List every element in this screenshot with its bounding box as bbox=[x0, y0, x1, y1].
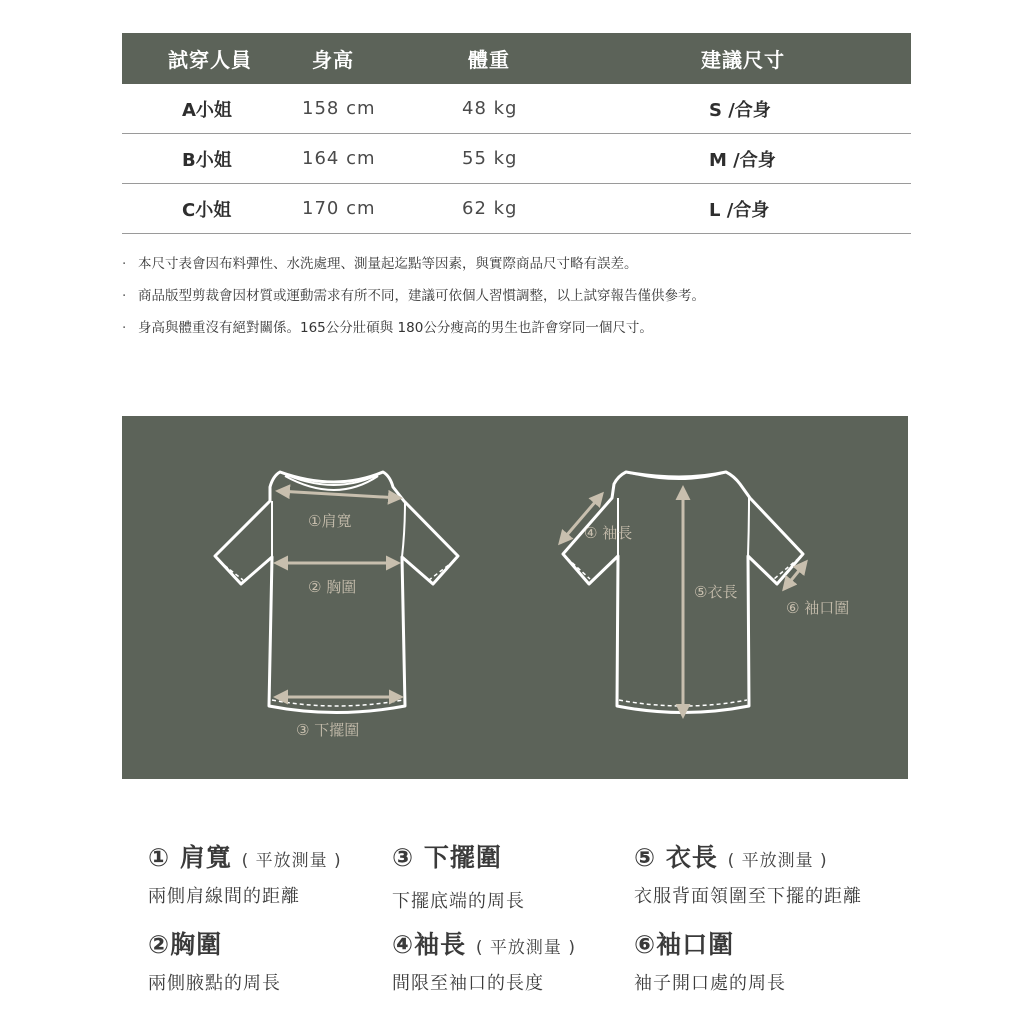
sleeve-label: ④ 袖長 bbox=[584, 524, 633, 542]
legend-note: ( 平放測量 ) bbox=[475, 938, 576, 958]
shirt-diagram-svg bbox=[122, 416, 908, 779]
tester-height: 170 cm bbox=[290, 184, 438, 234]
legend-title: ⑥袖口圍 bbox=[634, 930, 735, 959]
shoulder-label: ①肩寬 bbox=[308, 512, 352, 530]
back-measure-arrows bbox=[560, 488, 806, 716]
table-row bbox=[122, 184, 911, 234]
note-text: 商品版型剪裁會因材質或運動需求有所不同，建議可依個人習慣調整，以上試穿報告僅供參考。 bbox=[138, 288, 705, 304]
legend-note: ( 平放測量 ) bbox=[241, 851, 342, 871]
table-header-row bbox=[122, 33, 911, 84]
tester-name: B小姐 bbox=[122, 134, 290, 184]
legend-chest bbox=[148, 925, 281, 995]
bullet-icon: · bbox=[122, 320, 127, 336]
length-label: ⑤衣長 bbox=[694, 583, 738, 601]
legend-hem bbox=[392, 838, 525, 913]
size-table bbox=[122, 33, 911, 234]
legend-desc: 兩側肩線間的距離 bbox=[148, 886, 300, 907]
header-tester: 試穿人員 bbox=[122, 33, 290, 84]
tester-weight: 55 kg bbox=[438, 134, 586, 184]
note-item bbox=[122, 286, 942, 318]
bullet-icon: · bbox=[122, 256, 127, 272]
legend-title: ⑤ 衣長 bbox=[634, 843, 718, 872]
suggested-size: L /合身 bbox=[586, 184, 911, 234]
legend-length bbox=[634, 838, 862, 908]
table-row bbox=[122, 134, 911, 184]
note-item bbox=[122, 254, 942, 286]
note-item bbox=[122, 318, 942, 350]
legend-title: ① 肩寬 bbox=[148, 843, 232, 872]
tester-name: C小姐 bbox=[122, 184, 290, 234]
suggested-size: S /合身 bbox=[586, 84, 911, 134]
legend-note: ( 平放測量 ) bbox=[727, 851, 828, 871]
legend-desc: 間限至袖口的長度 bbox=[392, 973, 544, 994]
measurement-diagram bbox=[122, 416, 908, 779]
tester-weight: 62 kg bbox=[438, 184, 586, 234]
tester-height: 164 cm bbox=[290, 134, 438, 184]
legend-desc: 袖子開口處的周長 bbox=[634, 973, 786, 994]
tester-name: A小姐 bbox=[122, 84, 290, 134]
legend-shoulder bbox=[148, 838, 342, 908]
legend-desc: 衣服背面領圍至下擺的距離 bbox=[634, 886, 862, 907]
note-text: 身高與體重沒有絕對關係。165公分壯碩與 180公分瘦高的男生也許會穿同一個尺寸。 bbox=[138, 320, 653, 336]
chest-label: ② 胸圍 bbox=[308, 578, 357, 596]
bullet-icon: · bbox=[122, 288, 127, 304]
legend-cuff bbox=[634, 925, 786, 995]
legend-title: ②胸圍 bbox=[148, 930, 223, 959]
cuff-label: ⑥ 袖口圍 bbox=[786, 599, 850, 617]
header-height: 身高 bbox=[290, 33, 438, 84]
header-suggested-size: 建議尺寸 bbox=[586, 33, 911, 84]
size-notes bbox=[122, 254, 942, 350]
tester-height: 158 cm bbox=[290, 84, 438, 134]
legend-title: ③ 下擺圍 bbox=[392, 843, 502, 872]
table-row bbox=[122, 84, 911, 134]
legend-title: ④袖長 bbox=[392, 930, 467, 959]
hem-label: ③ 下擺圍 bbox=[296, 721, 360, 739]
legend-desc: 兩側腋點的周長 bbox=[148, 973, 281, 994]
legend-sleeve bbox=[392, 925, 576, 995]
note-text: 本尺寸表會因布料彈性、水洗處理、測量起迄點等因素，與實際商品尺寸略有誤差。 bbox=[138, 256, 638, 272]
tester-weight: 48 kg bbox=[438, 84, 586, 134]
suggested-size: M /合身 bbox=[586, 134, 911, 184]
legend-desc: 下擺底端的周長 bbox=[392, 891, 525, 912]
header-weight: 體重 bbox=[438, 33, 586, 84]
